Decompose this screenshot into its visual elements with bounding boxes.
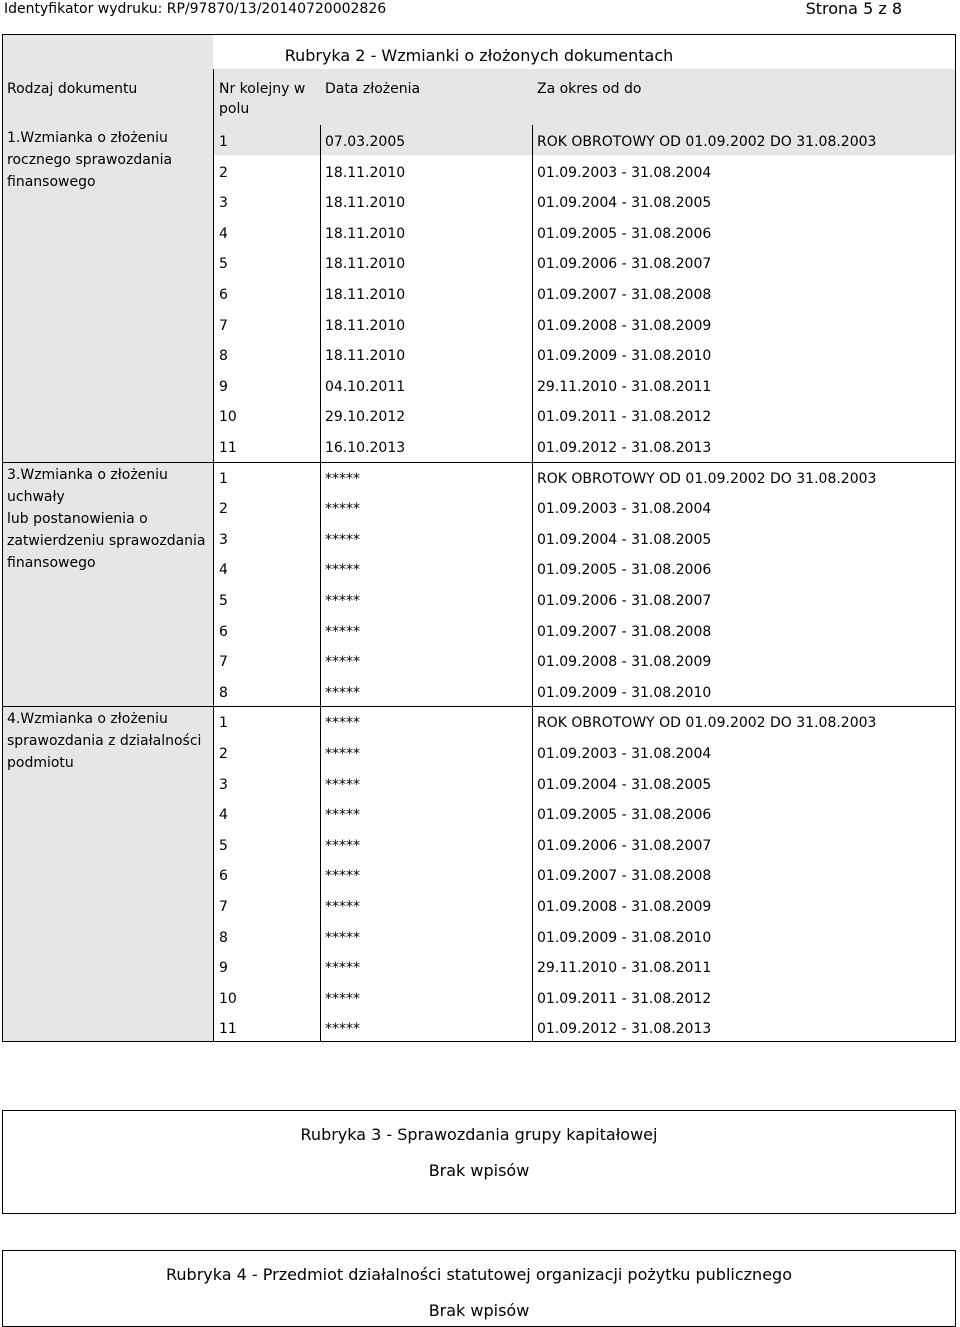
row-period: 01.09.2009 - 31.08.2010 (537, 929, 712, 946)
row-date: ***** (325, 562, 360, 579)
row-date: ***** (325, 746, 360, 762)
row-number: 10 (219, 990, 237, 1007)
group-divider (3, 462, 955, 463)
row-number: 2 (219, 164, 228, 181)
row-date: 18.11.2010 (325, 348, 406, 365)
row-date: 18.11.2010 (325, 317, 406, 334)
row-number: 7 (219, 654, 228, 671)
row-date: 16.10.2013 (325, 440, 406, 456)
row-number: 1 (219, 134, 228, 150)
row-date: ***** (325, 960, 360, 977)
row-period: 01.09.2004 - 31.08.2005 (537, 195, 712, 212)
row-number: 2 (219, 746, 228, 762)
row-period: 01.09.2003 - 31.08.2004 (537, 164, 712, 181)
row-period: 01.09.2005 - 31.08.2006 (537, 562, 712, 579)
row-number: 8 (219, 929, 228, 946)
row-number: 6 (219, 287, 228, 303)
row-number: 10 (219, 409, 237, 426)
document-type-label-line: sprawozdania z działalności (7, 733, 202, 750)
row-date: ***** (325, 899, 360, 915)
row-date: ***** (325, 776, 360, 793)
row-number: 5 (219, 593, 228, 609)
row-number: 5 (219, 837, 228, 854)
row-number: 6 (219, 623, 228, 640)
row-period: 01.09.2003 - 31.08.2004 (537, 501, 712, 518)
row-date: ***** (325, 990, 360, 1007)
row-period: 01.09.2006 - 31.08.2007 (537, 593, 712, 609)
row-period: 01.09.2012 - 31.08.2013 (537, 1021, 712, 1038)
row-period: 01.09.2004 - 31.08.2005 (537, 776, 712, 793)
row-date: ***** (325, 684, 360, 701)
row-number: 1 (219, 470, 228, 487)
page-number: Strona 5 z 8 (805, 0, 902, 18)
document-type-label-line: rocznego sprawozdania (7, 152, 173, 168)
row-period: 01.09.2004 - 31.08.2005 (537, 531, 712, 548)
row-period: 01.09.2005 - 31.08.2006 (537, 225, 712, 242)
row-period: 01.09.2009 - 31.08.2010 (537, 348, 712, 365)
column-header-date: Data złożenia (325, 81, 421, 97)
row-period: 01.09.2011 - 31.08.2012 (537, 409, 712, 426)
row-number: 11 (219, 440, 237, 456)
section-4-title: Rubryka 4 - Przedmiot działalności statutowej organizacji pożytku publicznego (166, 1265, 792, 1284)
document-type-label-line: lub postanowienia o (7, 510, 148, 527)
row-number: 5 (219, 256, 228, 273)
row-date: ***** (325, 623, 360, 640)
row-period: 01.09.2011 - 31.08.2012 (537, 990, 712, 1007)
row-date: 29.10.2012 (325, 409, 406, 426)
document-type-label-line: podmiotu (7, 755, 74, 772)
column-header-number: Nr kolejny w polu (219, 81, 306, 117)
column-header-period: Za okres od do (537, 81, 642, 97)
document-type-label-line: zatwierdzeniu sprawozdania (7, 532, 206, 549)
row-number: 4 (219, 562, 228, 579)
row-date: 04.10.2011 (325, 378, 406, 395)
row-period: 01.09.2009 - 31.08.2010 (537, 684, 712, 701)
row-date: 18.11.2010 (325, 195, 406, 212)
row-period: 01.09.2006 - 31.08.2007 (537, 256, 712, 273)
document-type-label-line: 1.Wzmianka o złożeniu (7, 130, 168, 146)
section-3-title: Rubryka 3 - Sprawozdania grupy kapitałowej (300, 1125, 658, 1144)
group-divider (3, 706, 955, 707)
print-identifier: Identyfikator wydruku: RP/97870/13/20140720002826 (4, 1, 387, 17)
row-date: ***** (325, 868, 360, 885)
row-date: 18.11.2010 (325, 225, 406, 242)
section-2 (2, 34, 956, 1042)
row-date: 18.11.2010 (325, 256, 406, 273)
row-number: 6 (219, 868, 228, 885)
row-number: 3 (219, 195, 228, 212)
document-type-label-line: finansowego (7, 554, 96, 571)
row-number: 1 (219, 715, 228, 732)
column-divider (532, 125, 533, 1041)
row-period: 01.09.2007 - 31.08.2008 (537, 868, 712, 885)
row-period: ROK OBROTOWY OD 01.09.2002 DO 31.08.2003 (537, 134, 877, 150)
row-number: 9 (219, 960, 228, 977)
row-number: 4 (219, 225, 228, 242)
row-number: 2 (219, 501, 228, 518)
row-number: 7 (219, 317, 228, 334)
row-date: 18.11.2010 (325, 164, 406, 181)
row-period: ROK OBROTOWY OD 01.09.2002 DO 31.08.2003 (537, 470, 877, 487)
row-period: 01.09.2006 - 31.08.2007 (537, 837, 712, 854)
section-4 (2, 1250, 956, 1327)
row-date: ***** (325, 654, 360, 671)
row-number: 8 (219, 348, 228, 365)
section-3 (2, 1110, 956, 1214)
document-type-label-line: 3.Wzmianka o złożeniu uchwały (7, 466, 168, 505)
row-date: ***** (325, 807, 360, 824)
document-type-label (7, 464, 212, 574)
row-period: 01.09.2008 - 31.08.2009 (537, 899, 712, 915)
row-period: 29.11.2010 - 31.08.2011 (537, 960, 712, 977)
section-2-title: Rubryka 2 - Wzmianki o złożonych dokumentach (284, 46, 674, 65)
row-period: 01.09.2007 - 31.08.2008 (537, 623, 712, 640)
row-period: 01.09.2008 - 31.08.2009 (537, 654, 712, 671)
column-header-doc-type: Rodzaj dokumentu (7, 81, 138, 97)
row-date: 07.03.2005 (325, 134, 406, 150)
row-number: 9 (219, 378, 228, 395)
document-type-label-line: 4.Wzmianka o złożeniu (7, 711, 168, 728)
row-date: ***** (325, 1021, 360, 1038)
row-period: 29.11.2010 - 31.08.2011 (537, 378, 712, 395)
row-number: 3 (219, 531, 228, 548)
row-period: 01.09.2008 - 31.08.2009 (537, 317, 712, 334)
row-date: ***** (325, 837, 360, 854)
row-date: ***** (325, 501, 360, 518)
column-divider (320, 125, 321, 1041)
row-period: 01.09.2007 - 31.08.2008 (537, 287, 712, 303)
row-date: ***** (325, 929, 360, 946)
document-type-label (7, 127, 212, 193)
document-type-label-line: finansowego (7, 174, 96, 190)
column-divider (213, 69, 214, 1041)
section-4-empty: Brak wpisów (428, 1301, 530, 1320)
row-period: 01.09.2012 - 31.08.2013 (537, 440, 712, 456)
row-period: ROK OBROTOWY OD 01.09.2002 DO 31.08.2003 (537, 715, 877, 732)
row-number: 3 (219, 776, 228, 793)
row-number: 8 (219, 684, 228, 701)
row-date: ***** (325, 593, 360, 609)
row-period: 01.09.2003 - 31.08.2004 (537, 746, 712, 762)
section-3-empty: Brak wpisów (428, 1161, 530, 1180)
row-date: 18.11.2010 (325, 287, 406, 303)
row-number: 7 (219, 899, 228, 915)
row-date: ***** (325, 715, 360, 732)
document-type-label (7, 708, 212, 774)
row-date: ***** (325, 470, 360, 487)
row-number: 11 (219, 1021, 237, 1038)
row-date: ***** (325, 531, 360, 548)
row-period: 01.09.2005 - 31.08.2006 (537, 807, 712, 824)
row-number: 4 (219, 807, 228, 824)
